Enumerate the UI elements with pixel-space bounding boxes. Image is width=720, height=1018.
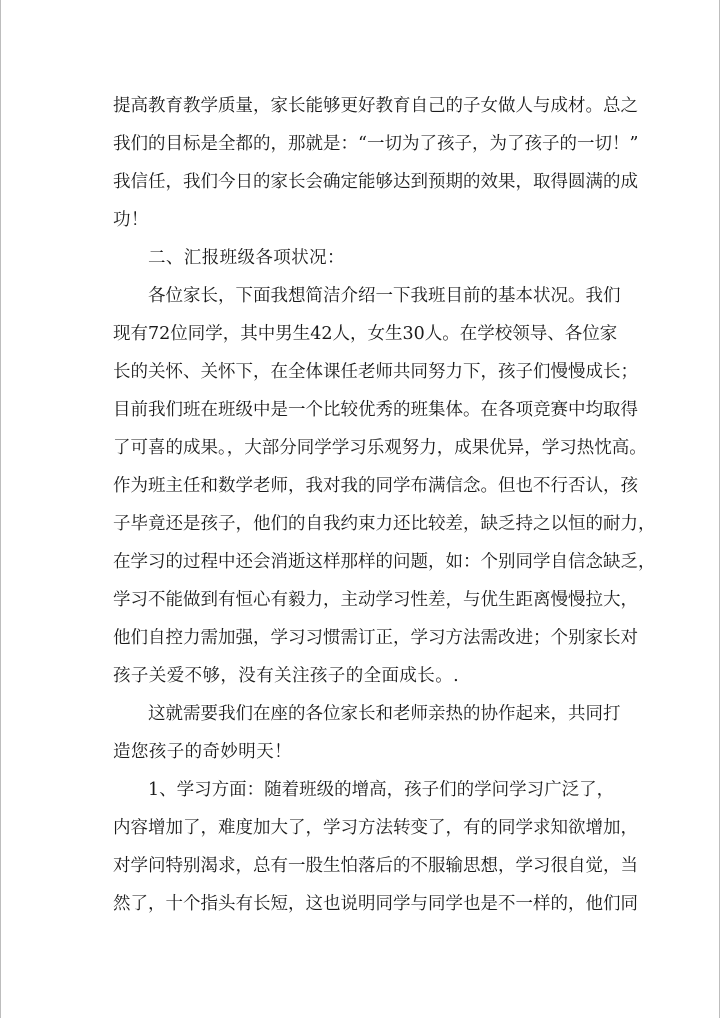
text-line: 子毕竟还是孩子，他们的自我约束力还比较差，缺乏持之以恒的耐力， [113, 514, 656, 534]
section-heading: 二、汇报班级各项状况： [148, 248, 345, 268]
text-line: 对学问特别渴求，总有一股生怕落后的不服输思想，学习很自觉，当 [113, 856, 638, 876]
text-line: 目前我们班在班级中是一个比较优秀的班集体。在各项竞赛中均取得 [113, 400, 638, 420]
text-line: 然了，十个指头有长短，这也说明同学与同学也是不一样的，他们同 [113, 894, 638, 914]
text-line: 了可喜的成果。，大部分同学学习乐观努力，成果优异，学习热忱高。 [113, 438, 647, 458]
text-line: 造您孩子的奇妙明天！ [113, 742, 292, 762]
text-line: 学习不能做到有恒心有毅力，主动学习性差，与优生距离慢慢拉大， [113, 590, 638, 610]
text-line: 孩子关爱不够，没有关注孩子的全面成长。. [113, 666, 460, 686]
text-line: 这就需要我们在座的各位家长和老师亲热的协作起来，共同打 [148, 704, 621, 724]
text-line: 我们的目标是全都的，那就是：“一切为了孩子，为了孩子的一切！” [113, 134, 639, 154]
text-line: 现有72位同学，其中男生42人，女生30人。在学校领导、各位家 [113, 324, 618, 344]
text-line: 提高教育教学质量，家长能够更好教育自己的子女做人与成材。总之 [113, 96, 638, 116]
text-line: 长的关怀、关怀下，在全体课任老师共同努力下，孩子们慢慢成长； [113, 362, 638, 382]
text-line: 各位家长，下面我想简洁介绍一下我班目前的基本状况。我们 [148, 286, 621, 306]
text-line: 他们自控力需加强，学习习惯需订正，学习方法需改进；个别家长对 [113, 628, 638, 648]
text-line: 1、学习方面：随着班级的增高，孩子们的学问学习广泛了， [148, 780, 615, 800]
text-line: 在学习的过程中还会消逝这样那样的问题，如：个别同学自信念缺乏， [113, 552, 656, 572]
text-line: 内容增加了，难度加大了，学习方法转变了，有的同学求知欲增加， [113, 818, 638, 838]
text-line: 我信任，我们今日的家长会确定能够达到预期的效果，取得圆满的成 [113, 172, 638, 192]
text-line: 功！ [113, 210, 149, 230]
text-line: 作为班主任和数学老师，我对我的同学布满信念。但也不行否认，孩 [113, 476, 638, 496]
